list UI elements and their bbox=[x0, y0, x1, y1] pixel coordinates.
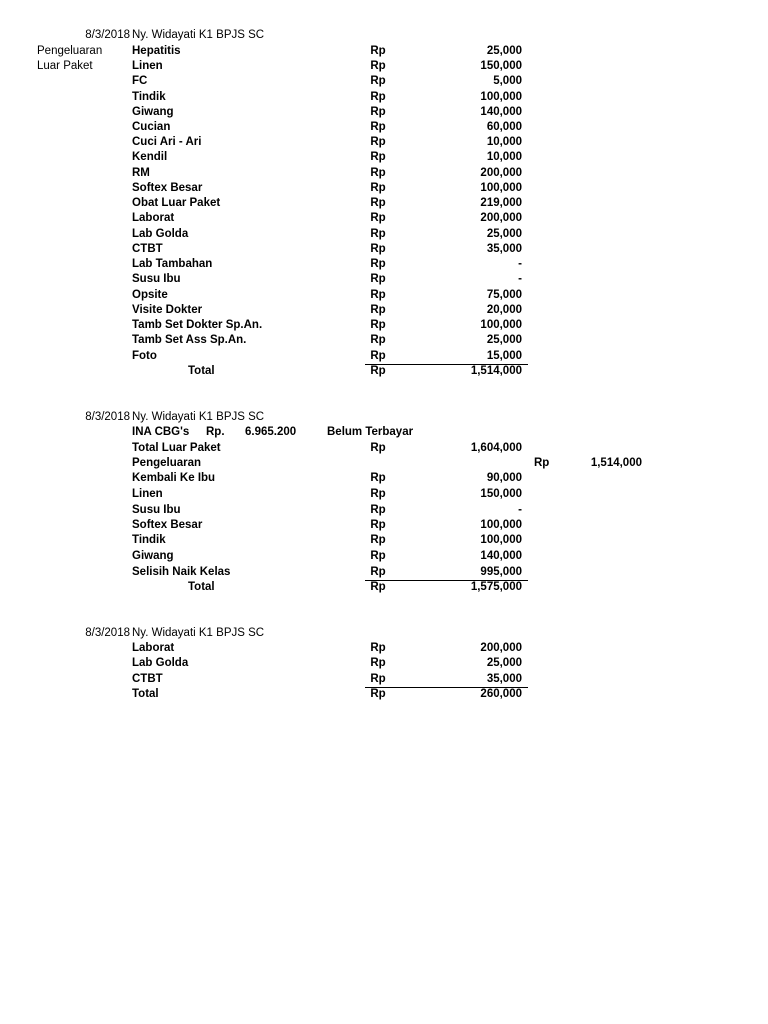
item-label: RM bbox=[132, 167, 150, 179]
item-label: Tindik bbox=[132, 534, 166, 546]
pengeluaran-row bbox=[0, 456, 768, 471]
currency: Rp bbox=[370, 304, 386, 316]
item-amount: 35,000 bbox=[486, 673, 522, 685]
header-date: 8/3/2018 bbox=[85, 29, 130, 41]
currency: Rp bbox=[370, 319, 386, 331]
item-amount: 1,514,000 bbox=[590, 457, 642, 469]
table-row bbox=[0, 288, 768, 303]
item-amount: 15,000 bbox=[486, 350, 522, 362]
currency: Rp bbox=[370, 581, 386, 593]
currency: Rp bbox=[370, 519, 386, 531]
item-amount: 100,000 bbox=[480, 91, 522, 103]
item-label: Susu Ibu bbox=[132, 504, 181, 516]
item-amount: 25,000 bbox=[486, 657, 522, 669]
item-label: Linen bbox=[132, 60, 163, 72]
item-label: Lab Golda bbox=[132, 228, 189, 240]
item-amount: 995,000 bbox=[480, 566, 522, 578]
ina-cbg-row bbox=[0, 425, 768, 440]
currency: Rp bbox=[370, 642, 386, 654]
currency: Rp bbox=[370, 673, 386, 685]
ina-cbg-label: INA CBG's bbox=[132, 426, 190, 438]
item-amount: - bbox=[518, 258, 522, 270]
total-label: Total bbox=[132, 688, 159, 700]
item-label: Selisih Naik Kelas bbox=[132, 566, 231, 578]
table-row bbox=[0, 44, 768, 59]
table-row bbox=[0, 74, 768, 89]
currency: Rp bbox=[370, 167, 386, 179]
item-label: Tamb Set Dokter Sp.An. bbox=[132, 319, 263, 331]
table-row bbox=[0, 242, 768, 257]
item-amount: - bbox=[518, 273, 522, 285]
item-label: FC bbox=[132, 75, 148, 87]
item-label: Susu Ibu bbox=[132, 273, 181, 285]
currency: Rp bbox=[370, 243, 386, 255]
item-label: Tamb Set Ass Sp.An. bbox=[132, 334, 247, 346]
item-amount: 10,000 bbox=[486, 136, 522, 148]
table-row bbox=[0, 503, 768, 518]
currency: Rp bbox=[370, 657, 386, 669]
header-patient: Ny. Widayati K1 BPJS SC bbox=[132, 29, 265, 41]
table-row bbox=[0, 90, 768, 105]
header-patient: Ny. Widayati K1 BPJS SC bbox=[132, 627, 265, 639]
table-row bbox=[0, 487, 768, 502]
ina-cbg-amount: 6.965.200 bbox=[245, 426, 297, 438]
table-row bbox=[0, 166, 768, 181]
item-amount: - bbox=[518, 504, 522, 516]
currency: Rp bbox=[370, 472, 386, 484]
table-row bbox=[0, 303, 768, 318]
table-row bbox=[0, 318, 768, 333]
item-amount: 25,000 bbox=[486, 334, 522, 346]
section-header bbox=[0, 626, 768, 641]
table-row bbox=[0, 59, 768, 74]
currency: Rp bbox=[370, 136, 386, 148]
table-row bbox=[0, 533, 768, 548]
item-amount: 35,000 bbox=[486, 243, 522, 255]
item-label: Kembali Ke Ibu bbox=[132, 472, 216, 484]
currency: Rp bbox=[370, 75, 386, 87]
currency: Rp bbox=[370, 106, 386, 118]
item-label: Kendil bbox=[132, 151, 168, 163]
table-row bbox=[0, 333, 768, 348]
total-amount: 1,514,000 bbox=[470, 365, 522, 377]
item-amount: 75,000 bbox=[486, 289, 522, 301]
total-row bbox=[0, 580, 768, 595]
table-row bbox=[0, 211, 768, 226]
table-row bbox=[0, 120, 768, 135]
currency: Rp bbox=[370, 566, 386, 578]
currency: Rp bbox=[370, 289, 386, 301]
header-date: 8/3/2018 bbox=[85, 627, 130, 639]
item-amount: 20,000 bbox=[486, 304, 522, 316]
table-row bbox=[0, 196, 768, 211]
item-label: Giwang bbox=[132, 550, 174, 562]
total-row bbox=[0, 687, 768, 702]
item-amount: 25,000 bbox=[486, 228, 522, 240]
total-amount: 260,000 bbox=[480, 688, 522, 700]
currency: Rp bbox=[370, 121, 386, 133]
item-amount: 200,000 bbox=[480, 642, 522, 654]
item-amount: 5,000 bbox=[493, 75, 522, 87]
item-label: Hepatitis bbox=[132, 45, 181, 57]
currency: Rp bbox=[370, 182, 386, 194]
table-row bbox=[0, 349, 768, 364]
item-label: Opsite bbox=[132, 289, 168, 301]
currency: Rp. bbox=[206, 426, 225, 438]
item-label: CTBT bbox=[132, 243, 163, 255]
currency: Rp bbox=[370, 228, 386, 240]
item-label: Lab Tambahan bbox=[132, 258, 213, 270]
currency: Rp bbox=[370, 197, 386, 209]
table-row bbox=[0, 105, 768, 120]
section-header bbox=[0, 28, 768, 43]
table-row bbox=[0, 549, 768, 564]
table-row bbox=[0, 227, 768, 242]
item-label: Softex Besar bbox=[132, 182, 203, 194]
item-label: Laborat bbox=[132, 642, 175, 654]
item-label: Pengeluaran bbox=[132, 457, 202, 469]
header-date: 8/3/2018 bbox=[85, 411, 130, 423]
section-header bbox=[0, 410, 768, 425]
table-row bbox=[0, 656, 768, 671]
item-amount: 90,000 bbox=[486, 472, 522, 484]
currency: Rp bbox=[370, 442, 386, 454]
item-label: Tindik bbox=[132, 91, 166, 103]
currency: Rp bbox=[370, 534, 386, 546]
item-label: CTBT bbox=[132, 673, 163, 685]
currency: Rp bbox=[534, 457, 550, 469]
currency: Rp bbox=[370, 334, 386, 346]
item-label: Linen bbox=[132, 488, 163, 500]
item-amount: 25,000 bbox=[486, 45, 522, 57]
table-row bbox=[0, 471, 768, 486]
total-label: Total bbox=[188, 365, 215, 377]
item-label: Visite Dokter bbox=[132, 304, 203, 316]
item-amount: 1,604,000 bbox=[470, 442, 522, 454]
payment-status: Belum Terbayar bbox=[327, 426, 414, 438]
item-amount: 150,000 bbox=[480, 488, 522, 500]
total-label: Total bbox=[188, 581, 215, 593]
total-luar-paket-row bbox=[0, 441, 768, 456]
item-amount: 100,000 bbox=[480, 534, 522, 546]
table-row bbox=[0, 257, 768, 272]
item-amount: 200,000 bbox=[480, 167, 522, 179]
item-amount: 10,000 bbox=[486, 151, 522, 163]
item-label: Giwang bbox=[132, 106, 174, 118]
item-amount: 100,000 bbox=[480, 182, 522, 194]
table-row bbox=[0, 181, 768, 196]
item-amount: 100,000 bbox=[480, 519, 522, 531]
table-row bbox=[0, 641, 768, 656]
currency: Rp bbox=[370, 488, 386, 500]
table-row bbox=[0, 135, 768, 150]
currency: Rp bbox=[370, 91, 386, 103]
item-amount: 140,000 bbox=[480, 106, 522, 118]
item-label: Total Luar Paket bbox=[132, 442, 221, 454]
item-amount: 219,000 bbox=[480, 197, 522, 209]
item-amount: 60,000 bbox=[486, 121, 522, 133]
item-amount: 200,000 bbox=[480, 212, 522, 224]
total-row bbox=[0, 364, 768, 379]
currency: Rp bbox=[370, 212, 386, 224]
table-row bbox=[0, 565, 768, 580]
item-label: Softex Besar bbox=[132, 519, 203, 531]
table-row bbox=[0, 518, 768, 533]
currency: Rp bbox=[370, 550, 386, 562]
table-row bbox=[0, 272, 768, 287]
currency: Rp bbox=[370, 365, 386, 377]
currency: Rp bbox=[370, 258, 386, 270]
item-amount: 140,000 bbox=[480, 550, 522, 562]
table-row bbox=[0, 150, 768, 165]
side-label-pengeluaran: Pengeluaran bbox=[37, 45, 103, 57]
currency: Rp bbox=[370, 504, 386, 516]
header-patient: Ny. Widayati K1 BPJS SC bbox=[132, 411, 265, 423]
item-label: Cucian bbox=[132, 121, 171, 133]
currency: Rp bbox=[370, 60, 386, 72]
item-amount: 100,000 bbox=[480, 319, 522, 331]
currency: Rp bbox=[370, 45, 386, 57]
table-row bbox=[0, 672, 768, 687]
item-label: Obat Luar Paket bbox=[132, 197, 221, 209]
currency: Rp bbox=[370, 350, 386, 362]
side-label-luar-paket: Luar Paket bbox=[37, 60, 93, 72]
item-label: Foto bbox=[132, 350, 157, 362]
currency: Rp bbox=[370, 688, 386, 700]
item-label: Cuci Ari - Ari bbox=[132, 136, 202, 148]
item-label: Lab Golda bbox=[132, 657, 189, 669]
total-amount: 1,575,000 bbox=[470, 581, 522, 593]
currency: Rp bbox=[370, 273, 386, 285]
item-amount: 150,000 bbox=[480, 60, 522, 72]
currency: Rp bbox=[370, 151, 386, 163]
item-label: Laborat bbox=[132, 212, 175, 224]
